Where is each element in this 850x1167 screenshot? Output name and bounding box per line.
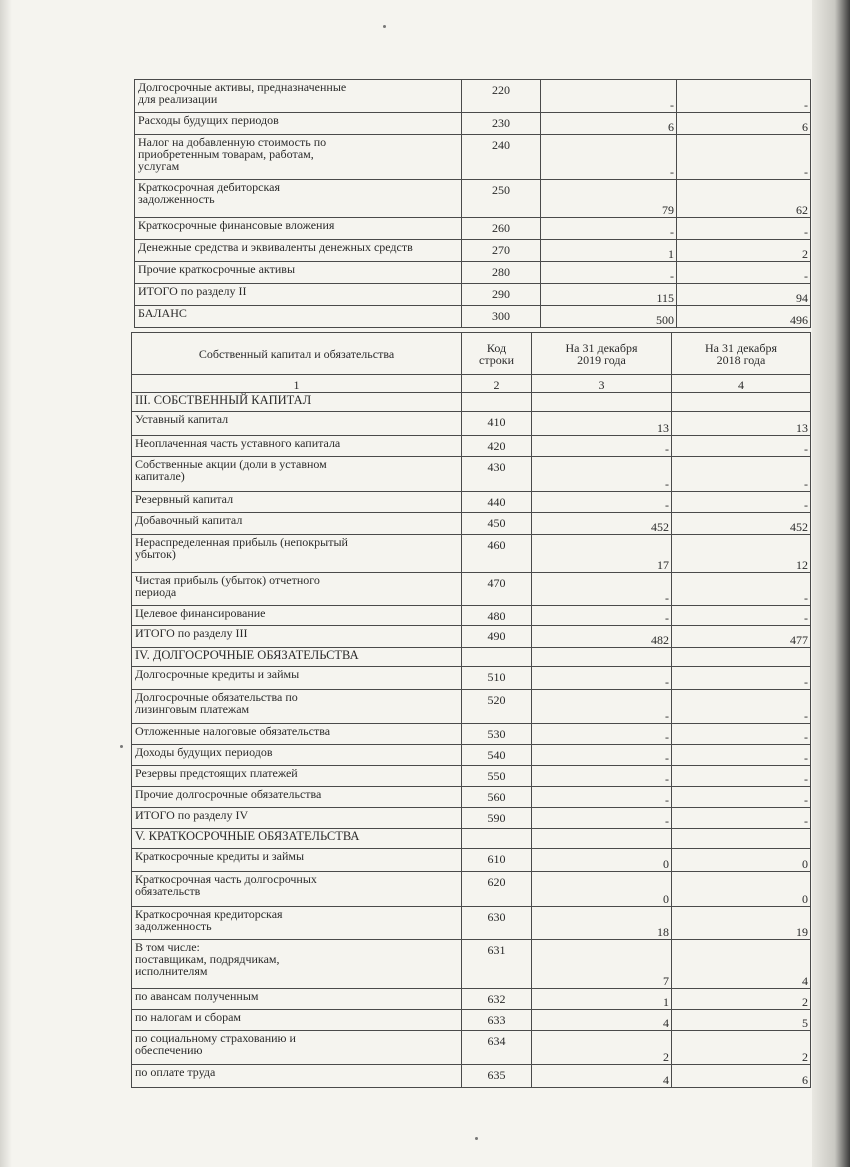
row-code: 420 — [462, 436, 532, 457]
liabilities-table — [131, 332, 811, 1088]
value-2019: - — [541, 262, 677, 284]
value-2019: 4 — [532, 1065, 672, 1088]
table-row — [132, 745, 811, 766]
row-name: Прочие краткосрочные активы — [135, 262, 462, 284]
row-code: 590 — [462, 808, 532, 829]
row-code: 520 — [462, 690, 532, 724]
value-2019: - — [541, 135, 677, 180]
table-row — [132, 1010, 811, 1031]
value-2019: - — [532, 766, 672, 787]
row-code: 280 — [462, 262, 541, 284]
value-2019: 452 — [532, 513, 672, 535]
header-code: Код строки — [462, 333, 532, 375]
table-row — [135, 80, 811, 113]
value-2018: 2 — [672, 989, 811, 1010]
row-code — [462, 648, 532, 667]
row-code: 470 — [462, 573, 532, 606]
row-name: ИТОГО по разделу IV — [132, 808, 462, 829]
scan-right-edge — [812, 0, 850, 1167]
value-2019: - — [532, 787, 672, 808]
value-2019: - — [532, 436, 672, 457]
row-code: 631 — [462, 940, 532, 989]
value-2019: 7 — [532, 940, 672, 989]
value-2018: 0 — [672, 849, 811, 872]
row-name: Расходы будущих периодов — [135, 113, 462, 135]
value-2018: - — [672, 573, 811, 606]
value-2019: 2 — [532, 1031, 672, 1065]
header-2018: На 31 декабря 2018 года — [672, 333, 811, 375]
row-name: Краткосрочная часть долгосрочных обязательств — [132, 872, 462, 907]
table-row — [132, 573, 811, 606]
table-row — [132, 787, 811, 808]
value-2019: 0 — [532, 849, 672, 872]
section-heading — [132, 648, 811, 667]
value-2018 — [672, 829, 811, 849]
table-row — [132, 1031, 811, 1065]
table-row — [132, 606, 811, 626]
table-header-row — [132, 333, 811, 375]
value-2018: - — [672, 808, 811, 829]
value-2018: 13 — [672, 412, 811, 436]
row-name: по социальному страхованию и обеспечению — [132, 1031, 462, 1065]
value-2018 — [672, 393, 811, 412]
value-2019: - — [532, 745, 672, 766]
row-name: V. КРАТКОСРОЧНЫЕ ОБЯЗАТЕЛЬСТВА — [132, 829, 462, 849]
row-code: 550 — [462, 766, 532, 787]
table-row — [132, 412, 811, 436]
table-row — [135, 135, 811, 180]
value-2018: 452 — [672, 513, 811, 535]
value-2019: - — [532, 724, 672, 745]
table-row — [132, 907, 811, 940]
value-2018: 6 — [677, 113, 811, 135]
row-name: Доходы будущих периодов — [132, 745, 462, 766]
value-2018: - — [672, 724, 811, 745]
row-code: 220 — [462, 80, 541, 113]
header-num: 3 — [532, 375, 672, 393]
row-code: 635 — [462, 1065, 532, 1088]
row-name: Неоплаченная часть уставного капитала — [132, 436, 462, 457]
value-2019: - — [532, 808, 672, 829]
value-2019: 4 — [532, 1010, 672, 1031]
table-row — [132, 872, 811, 907]
row-name: Отложенные налоговые обязательства — [132, 724, 462, 745]
table-row — [132, 940, 811, 989]
row-code: 632 — [462, 989, 532, 1010]
row-name: Краткосрочная кредиторская задолженность — [132, 907, 462, 940]
value-2018: 0 — [672, 872, 811, 907]
table-row — [135, 284, 811, 306]
row-name: Уставный капитал — [132, 412, 462, 436]
row-code: 530 — [462, 724, 532, 745]
row-code: 230 — [462, 113, 541, 135]
value-2018: - — [677, 218, 811, 240]
value-2019 — [532, 648, 672, 667]
row-code: 270 — [462, 240, 541, 262]
value-2018: - — [677, 135, 811, 180]
row-name: Собственные акции (доли в уставном капитале) — [132, 457, 462, 492]
row-code: 540 — [462, 745, 532, 766]
table-row — [132, 989, 811, 1010]
section-heading — [132, 829, 811, 849]
row-code: 510 — [462, 667, 532, 690]
row-code: 250 — [462, 180, 541, 218]
value-2019: - — [532, 457, 672, 492]
table-header-numbers — [132, 375, 811, 393]
value-2018: - — [672, 787, 811, 808]
value-2018: - — [677, 262, 811, 284]
row-name: В том числе: поставщикам, подрядчикам, исполнителям — [132, 940, 462, 989]
value-2018: - — [677, 80, 811, 113]
scan-speck — [120, 745, 123, 748]
value-2018: 12 — [672, 535, 811, 573]
value-2019: - — [532, 492, 672, 513]
header-num: 1 — [132, 375, 462, 393]
row-name: по оплате труда — [132, 1065, 462, 1088]
row-name: Целевое финансирование — [132, 606, 462, 626]
assets-table — [134, 79, 811, 328]
row-code: 560 — [462, 787, 532, 808]
row-name: Нераспределенная прибыль (непокрытый убыток) — [132, 535, 462, 573]
row-name: Резервный капитал — [132, 492, 462, 513]
row-name: Краткосрочные финансовые вложения — [135, 218, 462, 240]
row-code: 620 — [462, 872, 532, 907]
row-code: 450 — [462, 513, 532, 535]
row-name: IV. ДОЛГОСРОЧНЫЕ ОБЯЗАТЕЛЬСТВА — [132, 648, 462, 667]
table-row — [135, 240, 811, 262]
table-row — [135, 306, 811, 328]
row-name: ИТОГО по разделу II — [135, 284, 462, 306]
row-name: Чистая прибыль (убыток) отчетного периода — [132, 573, 462, 606]
row-code: 633 — [462, 1010, 532, 1031]
table-row — [135, 113, 811, 135]
table-row — [132, 849, 811, 872]
table-row — [135, 262, 811, 284]
value-2018: 477 — [672, 626, 811, 648]
value-2018: - — [672, 745, 811, 766]
value-2019: 17 — [532, 535, 672, 573]
row-name: Долгосрочные обязательства по лизинговым платежам — [132, 690, 462, 724]
table-row — [132, 457, 811, 492]
header-num: 4 — [672, 375, 811, 393]
row-name: Прочие долгосрочные обязательства — [132, 787, 462, 808]
value-2018: 94 — [677, 284, 811, 306]
value-2019: - — [532, 690, 672, 724]
value-2018: 2 — [672, 1031, 811, 1065]
scan-speck — [383, 25, 386, 28]
row-code: 410 — [462, 412, 532, 436]
row-code: 634 — [462, 1031, 532, 1065]
value-2019: 115 — [541, 284, 677, 306]
row-code: 300 — [462, 306, 541, 328]
value-2018: 5 — [672, 1010, 811, 1031]
value-2019: 482 — [532, 626, 672, 648]
row-code: 240 — [462, 135, 541, 180]
row-code: 610 — [462, 849, 532, 872]
row-name: Добавочный капитал — [132, 513, 462, 535]
value-2019: 6 — [541, 113, 677, 135]
row-code: 630 — [462, 907, 532, 940]
header-num: 2 — [462, 375, 532, 393]
table-row — [135, 180, 811, 218]
value-2019: 13 — [532, 412, 672, 436]
scan-speck — [475, 1137, 478, 1140]
table-row — [132, 808, 811, 829]
row-code — [462, 829, 532, 849]
row-name: по налогам и сборам — [132, 1010, 462, 1031]
value-2018: 19 — [672, 907, 811, 940]
row-code: 290 — [462, 284, 541, 306]
value-2019: 0 — [532, 872, 672, 907]
value-2019: 1 — [541, 240, 677, 262]
table-row — [132, 626, 811, 648]
row-name: Налог на добавленную стоимость по приобретенным товарам, работам, услугам — [135, 135, 462, 180]
table-row — [135, 218, 811, 240]
value-2019: - — [532, 667, 672, 690]
scan-left-shadow — [0, 0, 12, 1167]
value-2019: 500 — [541, 306, 677, 328]
table-row — [132, 513, 811, 535]
table-row — [132, 436, 811, 457]
row-name: Краткосрочная дебиторская задолженность — [135, 180, 462, 218]
row-code: 440 — [462, 492, 532, 513]
header-name: Собственный капитал и обязательства — [132, 333, 462, 375]
value-2019 — [532, 393, 672, 412]
row-name: ИТОГО по разделу III — [132, 626, 462, 648]
table-row — [132, 492, 811, 513]
value-2018: - — [672, 436, 811, 457]
row-name: Денежные средства и эквиваленты денежных средств — [135, 240, 462, 262]
row-name: Долгосрочные активы, предназначенные для реализации — [135, 80, 462, 113]
value-2018 — [672, 648, 811, 667]
value-2018: 6 — [672, 1065, 811, 1088]
value-2018: 2 — [677, 240, 811, 262]
row-name: БАЛАНС — [135, 306, 462, 328]
row-name: Краткосрочные кредиты и займы — [132, 849, 462, 872]
row-name: Долгосрочные кредиты и займы — [132, 667, 462, 690]
value-2018: 4 — [672, 940, 811, 989]
value-2018: - — [672, 457, 811, 492]
value-2018: - — [672, 492, 811, 513]
table-row — [132, 535, 811, 573]
value-2019: - — [532, 573, 672, 606]
section-heading — [132, 393, 811, 412]
row-code: 430 — [462, 457, 532, 492]
value-2018: - — [672, 766, 811, 787]
value-2019: - — [532, 606, 672, 626]
value-2019: 79 — [541, 180, 677, 218]
row-code: 480 — [462, 606, 532, 626]
header-2019: На 31 декабря 2019 года — [532, 333, 672, 375]
table-row — [132, 1065, 811, 1088]
row-name: по авансам полученным — [132, 989, 462, 1010]
row-code: 460 — [462, 535, 532, 573]
value-2019: 18 — [532, 907, 672, 940]
value-2019: 1 — [532, 989, 672, 1010]
value-2018: 62 — [677, 180, 811, 218]
row-name: III. СОБСТВЕННЫЙ КАПИТАЛ — [132, 393, 462, 412]
value-2018: - — [672, 667, 811, 690]
value-2018: - — [672, 606, 811, 626]
value-2019: - — [541, 218, 677, 240]
table-row — [132, 766, 811, 787]
row-name: Резервы предстоящих платежей — [132, 766, 462, 787]
value-2018: 496 — [677, 306, 811, 328]
value-2019 — [532, 829, 672, 849]
value-2019: - — [541, 80, 677, 113]
table-row — [132, 690, 811, 724]
row-code: 490 — [462, 626, 532, 648]
table-row — [132, 724, 811, 745]
table-row — [132, 667, 811, 690]
value-2018: - — [672, 690, 811, 724]
row-code — [462, 393, 532, 412]
row-code: 260 — [462, 218, 541, 240]
